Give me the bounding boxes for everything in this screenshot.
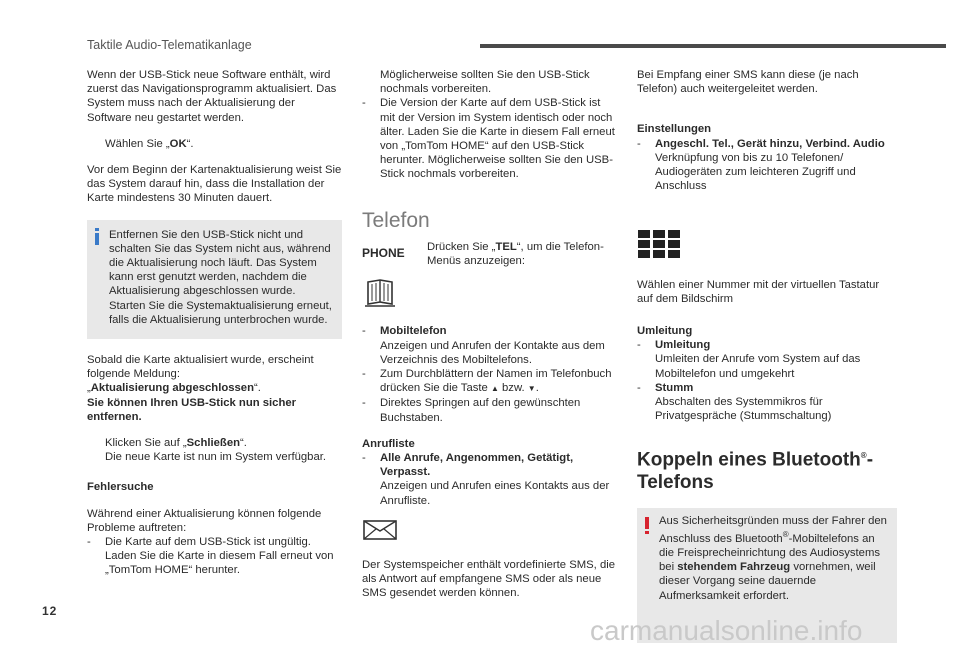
list-item-continued: Möglicherweise sollten Sie den USB-Stick nochmals vorbereiten.	[380, 69, 590, 96]
instruction-item	[87, 436, 342, 464]
list-item: - Mobiltelefon Anzeigen und Anrufen der Kontakte aus dem Verzeichnis des Mobiltelefons.	[362, 325, 605, 366]
page-number: 12	[42, 604, 58, 618]
column-3	[637, 68, 897, 643]
warning-text: Aus Sicherheitsgründen muss der Fahrer den Anschluss des Bluetooth®-Mobiltelefons an die Freisprecheinrichtung des Audiosystems bei stehendem Fahrzeug vornehmen, weil dieser Vorgang seine dauernde Aufmerksamkeit erfordert.	[659, 514, 887, 602]
paragraph: Wählen einer Nummer mit der virtuellen Tastatur auf dem Bildschirm	[637, 278, 880, 305]
sub-heading: Umleitung	[637, 325, 693, 338]
paragraph: Wenn der USB-Stick neue Software enthält, wird zuerst das Navigationsprogramm aktualisiert. Das System muss nach der Aktualisierung der Software neu gestartet werden.	[87, 69, 337, 124]
paragraph: Während einer Aktualisierung können folgende Probleme auftreten:	[87, 507, 322, 534]
column-1	[87, 68, 342, 578]
info-box	[87, 220, 342, 339]
list-item: - Direktes Springen auf den gewünschten Buchstaben.	[362, 397, 581, 424]
envelope-icon	[362, 518, 617, 546]
phone-button-label: PHONE	[362, 245, 405, 260]
phone-instruction	[362, 240, 617, 268]
phonebook-icon	[362, 278, 617, 312]
sub-heading: Anrufliste	[362, 437, 415, 450]
info-text: Entfernen Sie den USB-Stick nicht und schalten Sie das System nicht aus, während die Aktualisierung noch läuft. Das System kann erst genutzt werden, nachdem die Aktualisierung abgeschlossen wurde. Starten Sie die Systemaktualisierung erneut, falls die Aktualisierung unterbrochen wurde.	[109, 228, 332, 326]
section-title-koppeln: Koppeln eines Bluetooth®-Telefons	[637, 449, 874, 493]
instruction-text: Klicken Sie auf „Schließen“. Die neue Karte ist nun im System verfügbar.	[105, 437, 327, 464]
paragraph: Der Systemspeicher enthält vordefinierte SMS, die als Antwort auf empfangene SMS oder als neue SMS gesendet werden können.	[362, 559, 616, 600]
list-item: - Angeschl. Tel., Gerät hinzu, Verbind. Audio Verknüpfung von bis zu 10 Telefonen/ Audiogeräten zum leichteren Zugriff und Anschluss	[637, 137, 885, 193]
instruction-item	[87, 137, 342, 151]
phone-instruction-text: Drücken Sie „TEL“, um die Telefon-Menüs anzuzeigen:	[427, 240, 604, 268]
section-heading: Fehlersuche	[87, 481, 154, 494]
list-item: - Stumm Abschalten des Systemmikros für Privatgespräche (Stummschaltung)	[637, 381, 832, 423]
watermark: carmanualsonline.info	[590, 615, 863, 646]
list-item: - Zum Durchblättern der Namen im Telefonbuch drücken Sie die Taste ▲ bzw. ▼.	[362, 368, 612, 395]
instruction-text: Wählen Sie „OK“.	[105, 137, 194, 150]
header-bar	[480, 44, 946, 48]
list-item: - Die Version der Karte auf dem USB-Stick ist mit der Version im System identisch oder noch älter. Laden Sie die Karte in diesem Fall erneut von „TomTom HOME“ auf den USB-Stick herunter. Möglicherweise sollten Sie den USB-Stick nochmals vorbereiten.	[362, 97, 615, 181]
list-item: - Alle Anrufe, Angenommen, Getätigt, Verpasst. Anzeigen und Anrufen eines Kontakts aus der Anrufliste.	[362, 452, 610, 507]
arrow-bullet-icon	[87, 137, 105, 151]
arrow-bullet-icon	[87, 436, 105, 464]
page-header-title: Taktile Audio-Telematikanlage	[87, 38, 252, 52]
arrow-up-icon: ▲	[490, 384, 499, 394]
section-title-telefon: Telefon	[362, 208, 430, 232]
arrow-down-icon: ▼	[527, 384, 536, 394]
info-icon	[94, 228, 100, 244]
keypad-icon	[637, 229, 897, 263]
list-item: - Umleitung Umleiten der Anrufe vom System auf das Mobiltelefon und umgekehrt	[637, 339, 861, 380]
sub-heading: Einstellungen	[637, 123, 712, 136]
paragraph: Bei Empfang einer SMS kann diese (je nach Telefon) auch weitergeleitet werden.	[637, 69, 859, 96]
warning-icon	[644, 517, 650, 535]
paragraph: Vor dem Beginn der Kartenaktualisierung weist Sie das System darauf hin, dass die Installation der Karte mindestens 30 Minuten dauert.	[87, 164, 342, 205]
paragraph: Sobald die Karte aktualisiert wurde, erscheint folgende Meldung: „Aktualisierung abgeschlossen“. Sie können Ihren USB-Stick nun sicher entfernen.	[87, 354, 314, 423]
list-item: - Die Karte auf dem USB-Stick ist ungültig. Laden Sie die Karte in diesem Fall erneut von „TomTom HOME“ herunter.	[87, 536, 334, 577]
column-2	[362, 68, 617, 613]
